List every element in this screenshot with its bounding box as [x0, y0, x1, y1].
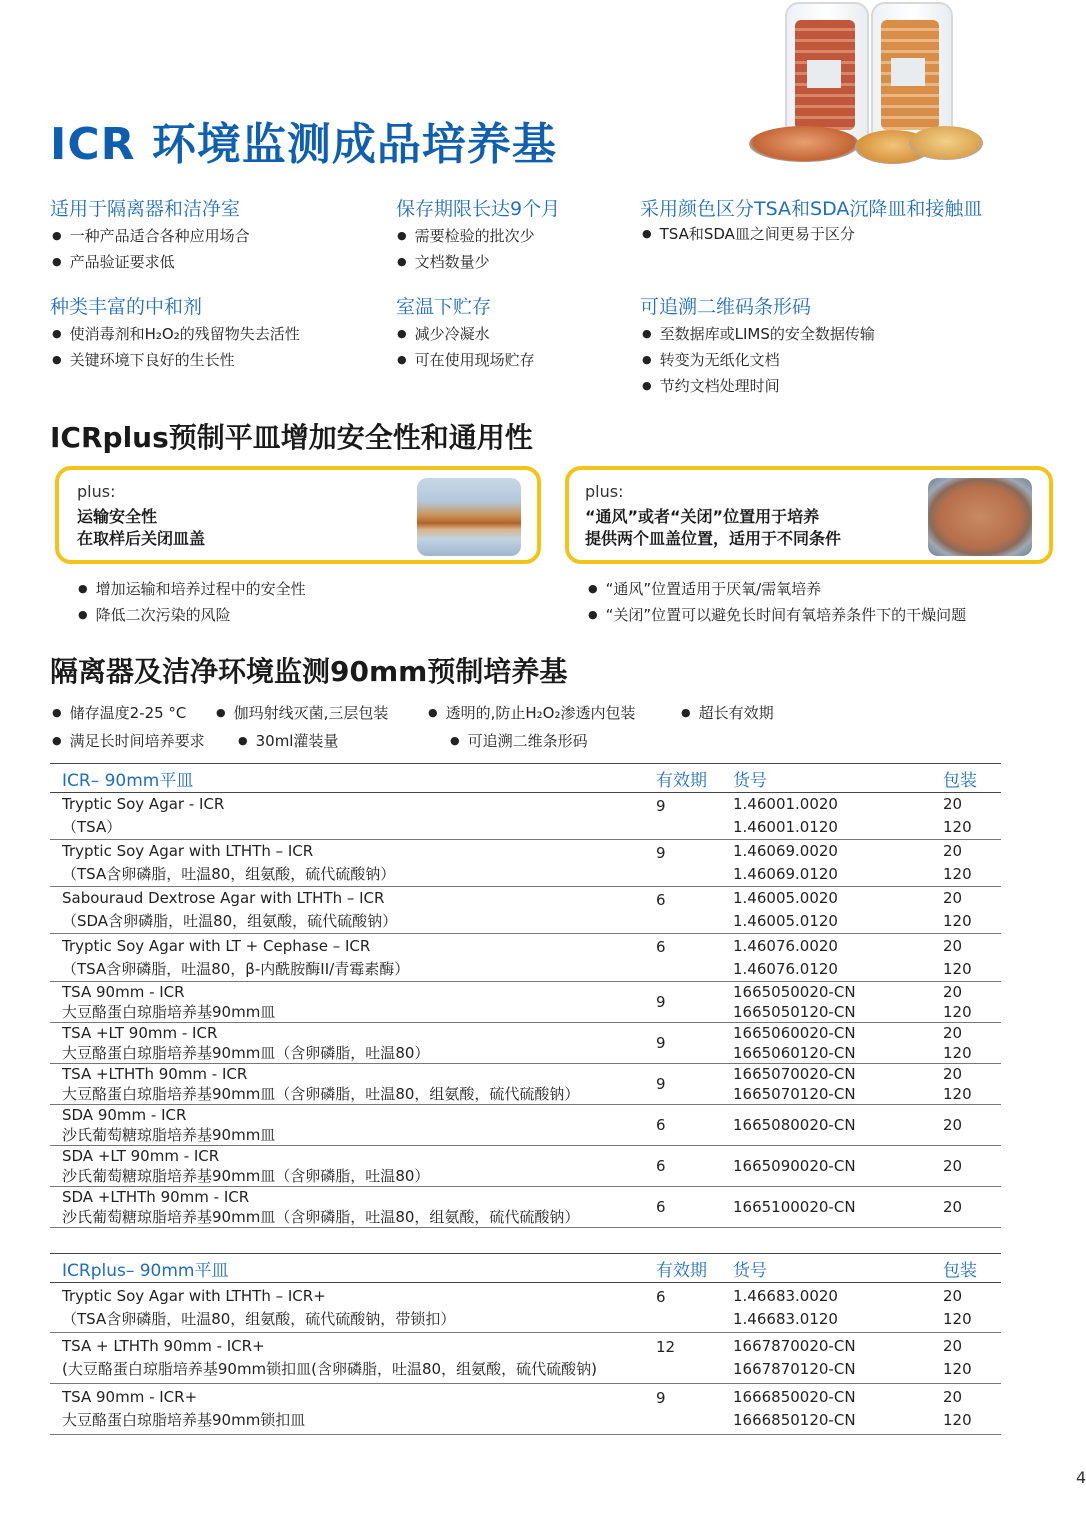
product-desc: (大豆酪蛋白琼脂培养基90mm锁扣皿(含卵磷脂，吐温80，组氨酸，硫代硫酸钠) [62, 1360, 597, 1378]
plus-label: plus: [585, 482, 624, 501]
shelf-life: 6 [656, 938, 666, 956]
feature-heading: 适用于隔离器和洁净室 [50, 198, 241, 220]
table-row [50, 982, 1001, 1023]
catalog-no: 1.46683.0020 [733, 1286, 838, 1305]
table-row [50, 887, 1001, 934]
plus-line: 提供两个皿盖位置，适用于不同条件 [585, 529, 842, 548]
feature-bullet: ● 一种产品适合各种应用场合 [52, 225, 250, 246]
pack-size: 20 [943, 889, 963, 907]
feature-heading: 种类丰富的中和剂 [50, 296, 203, 318]
product-name: Tryptic Soy Agar with LTHTh – ICR [62, 842, 314, 860]
product-desc: 沙氏葡萄糖琼脂培养基90mm皿 [62, 1126, 276, 1144]
product-name: Tryptic Soy Agar with LT + Cephase – ICR [62, 936, 371, 955]
catalog-no: 1667870120-CN [733, 1360, 856, 1378]
shelf-life: 9 [656, 1034, 666, 1052]
catalog-no: 1666850120-CN [733, 1411, 856, 1429]
pack-size: 20 [943, 936, 963, 955]
table-row [50, 1187, 1001, 1228]
col-header-shelf-life: 有效期 [644, 1254, 721, 1283]
icrplus-product-table [50, 1253, 1001, 1435]
shelf-life: 9 [656, 797, 666, 815]
plus-bullet: ● 降低二次污染的风险 [78, 604, 231, 625]
icr-product-table [50, 763, 1001, 1228]
catalog-no: 1.46001.0120 [733, 818, 838, 836]
feature-bullet: ● 节约文档处理时间 [642, 375, 780, 396]
plus-label: plus: [77, 482, 116, 501]
table-header-row [50, 1254, 1001, 1283]
pack-size: 120 [943, 818, 972, 836]
pack-size: 20 [943, 1065, 963, 1083]
pack-size: 120 [943, 1003, 972, 1021]
feature-bullet: ● 关键环境下良好的生长性 [52, 349, 235, 370]
pack-size: 20 [943, 1337, 963, 1355]
feature-bullet: ● TSA和SDA皿之间更易于区分 [642, 223, 855, 244]
feature-bullet: ● 可在使用现场贮存 [397, 349, 535, 370]
feature-bullet: ● 转变为无纸化文档 [642, 349, 780, 370]
catalog-no: 1665070020-CN [733, 1065, 856, 1083]
product-name: TSA + LTHTh 90mm - ICR+ [62, 1337, 265, 1355]
product-desc: （SDA含卵磷脂，吐温80，组氨酸，硫代硫酸钠） [62, 912, 398, 930]
catalog-no: 1665070120-CN [733, 1085, 856, 1103]
product-desc: 沙氏葡萄糖琼脂培养基90mm皿（含卵磷脂，吐温80） [62, 1167, 430, 1185]
table-row [50, 1283, 1001, 1333]
feature-bullet: ● 使消毒剂和H₂O₂的残留物失去活性 [52, 323, 300, 344]
plus-line: “通风”或者“关闭”位置用于培养 [585, 507, 820, 526]
catalog-no: 1.46076.0020 [733, 936, 838, 955]
shelf-life: 6 [656, 1198, 666, 1216]
feature-bullet: ● 需要检验的批次少 [397, 225, 535, 246]
table-row [50, 1333, 1001, 1384]
plate-side-photo [417, 478, 521, 556]
spec-item: ● 满足长时间培养要求 [52, 730, 205, 751]
col-header-catalog-no: 货号 [721, 764, 931, 793]
table-row [50, 934, 1001, 982]
catalog-no: 1665050020-CN [733, 983, 856, 1001]
catalog-no: 1.46005.0020 [733, 889, 838, 907]
pack-size: 120 [943, 1309, 972, 1328]
shelf-life: 6 [656, 1157, 666, 1175]
plate-top-photo [928, 478, 1032, 556]
feature-bullet: ● 文档数量少 [397, 251, 490, 272]
table-row [50, 840, 1001, 887]
product-name: SDA +LT 90mm - ICR [62, 1147, 220, 1165]
product-desc: （TSA含卵磷脂，吐温80，组氨酸，硫代硫酸钠） [62, 865, 396, 883]
product-name: TSA +LT 90mm - ICR [62, 1024, 218, 1042]
table-row [50, 1384, 1001, 1435]
pack-size: 120 [943, 865, 972, 883]
pack-size: 120 [943, 1044, 972, 1062]
table-row [50, 1146, 1001, 1187]
product-desc: 大豆酪蛋白琼脂培养基90mm锁扣皿 [62, 1411, 306, 1429]
col-header-catalog-no: 货号 [721, 1254, 931, 1283]
spec-item: ● 伽玛射线灭菌,三层包装 [216, 702, 388, 723]
spec-item: ● 30ml灌装量 [238, 730, 338, 751]
shelf-life: 6 [656, 1288, 666, 1306]
table-header-row [50, 764, 1001, 793]
page-title: ICR 环境监测成品培养基 [50, 119, 557, 170]
feature-bullet: ● 产品验证要求低 [52, 251, 175, 272]
catalog-no: 1.46001.0020 [733, 795, 838, 813]
catalog-no: 1.46683.0120 [733, 1309, 838, 1328]
product-name: TSA 90mm - ICR+ [62, 1388, 198, 1406]
product-desc: 大豆酪蛋白琼脂培养基90mm皿（含卵磷脂，吐温80） [62, 1044, 430, 1062]
catalog-no: 1665080020-CN [733, 1116, 856, 1134]
pack-size: 20 [943, 1388, 963, 1406]
product-desc: （TSA） [62, 818, 122, 836]
feature-heading: 室温下贮存 [396, 296, 492, 318]
pack-size: 20 [943, 795, 963, 813]
pack-size: 20 [943, 1157, 963, 1175]
plus-bullet: ● 增加运输和培养过程中的安全性 [78, 578, 306, 599]
page-number: 4 [1076, 1468, 1086, 1487]
product-name: Tryptic Soy Agar - ICR [62, 795, 225, 813]
shelf-life: 6 [656, 1116, 666, 1134]
plus-line: 在取样后关闭皿盖 [77, 529, 206, 548]
feature-heading: 采用颜色区分TSA和SDA沉降皿和接触皿 [640, 198, 983, 220]
pack-size: 120 [943, 912, 972, 930]
section-title-isolator: 隔离器及洁净环境监测90mm预制培养基 [50, 655, 568, 688]
product-desc: （TSA含卵磷脂，吐温80，β-内酰胺酶II/青霉素酶） [62, 959, 410, 978]
shelf-life: 6 [656, 891, 666, 909]
catalog-no: 1.46005.0120 [733, 912, 838, 930]
pack-size: 20 [943, 1024, 963, 1042]
spec-item: ● 储存温度2-25 °C [52, 702, 186, 723]
pack-size: 20 [943, 983, 963, 1001]
spec-item: ● 超长有效期 [681, 702, 774, 723]
pack-size: 20 [943, 1198, 963, 1216]
plus-bullet: ● “关闭”位置可以避免长时间有氧培养条件下的干燥问题 [588, 604, 966, 625]
col-header-shelf-life: 有效期 [644, 764, 721, 793]
product-name: SDA +LTHTh 90mm - ICR [62, 1188, 250, 1206]
product-name: Tryptic Soy Agar with LTHTh – ICR+ [62, 1286, 326, 1305]
pack-size: 20 [943, 1286, 963, 1305]
catalog-no: 1665050120-CN [733, 1003, 856, 1021]
pack-size: 120 [943, 1411, 972, 1429]
plus-box-ventilation [565, 466, 1053, 564]
table-row [50, 1105, 1001, 1146]
col-header-product: ICR– 90mm平皿 [50, 764, 644, 793]
plus-box-transport [55, 466, 541, 564]
spec-item: ● 透明的,防止H₂O₂渗透内包装 [428, 702, 636, 723]
product-photo [745, 0, 985, 168]
shelf-life: 9 [656, 1389, 666, 1407]
col-header-pack: 包装 [931, 764, 1001, 793]
shelf-life: 9 [656, 844, 666, 862]
catalog-no: 1.46076.0120 [733, 959, 838, 978]
table-row [50, 793, 1001, 840]
product-desc: 大豆酪蛋白琼脂培养基90mm皿（含卵磷脂，吐温80，组氨酸，硫代硫酸钠） [62, 1085, 580, 1103]
catalog-no: 1665090020-CN [733, 1157, 856, 1175]
pack-size: 120 [943, 1360, 972, 1378]
table-row [50, 1064, 1001, 1105]
pack-size: 20 [943, 1116, 963, 1134]
catalog-no: 1666850020-CN [733, 1388, 856, 1406]
plus-line: 运输安全性 [77, 507, 158, 526]
shelf-life: 9 [656, 993, 666, 1011]
pack-size: 120 [943, 959, 972, 978]
table-row [50, 1023, 1001, 1064]
pack-size: 20 [943, 842, 963, 860]
catalog-no: 1665060020-CN [733, 1024, 856, 1042]
catalog-no: 1667870020-CN [733, 1337, 856, 1355]
catalog-no: 1.46069.0120 [733, 865, 838, 883]
shelf-life: 12 [656, 1338, 676, 1356]
spec-item: ● 可追溯二维条形码 [450, 730, 588, 751]
section-title-icrplus: ICRplus预制平皿增加安全性和通用性 [50, 421, 533, 454]
catalog-no: 1665100020-CN [733, 1198, 856, 1216]
catalog-no: 1.46069.0020 [733, 842, 838, 860]
col-header-product: ICRplus– 90mm平皿 [50, 1254, 644, 1283]
pack-size: 120 [943, 1085, 972, 1103]
product-name: Sabouraud Dextrose Agar with LTHTh – ICR [62, 889, 385, 907]
product-name: TSA +LTHTh 90mm - ICR [62, 1065, 248, 1083]
col-header-pack: 包装 [931, 1254, 1001, 1283]
feature-bullet: ● 至数据库或LIMS的安全数据传输 [642, 323, 875, 344]
plus-bullet: ● “通风”位置适用于厌氧/需氧培养 [588, 578, 821, 599]
product-desc: （TSA含卵磷脂，吐温80，组氨酸，硫代硫酸钠，带锁扣） [62, 1309, 456, 1328]
product-name: SDA 90mm - ICR [62, 1106, 187, 1124]
product-name: TSA 90mm - ICR [62, 983, 185, 1001]
shelf-life: 9 [656, 1075, 666, 1093]
catalog-no: 1665060120-CN [733, 1044, 856, 1062]
feature-heading: 可追溯二维码条形码 [640, 296, 812, 318]
product-desc: 沙氏葡萄糖琼脂培养基90mm皿（含卵磷脂，吐温80，组氨酸，硫代硫酸钠） [62, 1208, 580, 1226]
feature-heading: 保存期限长达9个月 [396, 198, 561, 220]
feature-bullet: ● 减少冷凝水 [397, 323, 490, 344]
product-desc: 大豆酪蛋白琼脂培养基90mm皿 [62, 1003, 276, 1021]
